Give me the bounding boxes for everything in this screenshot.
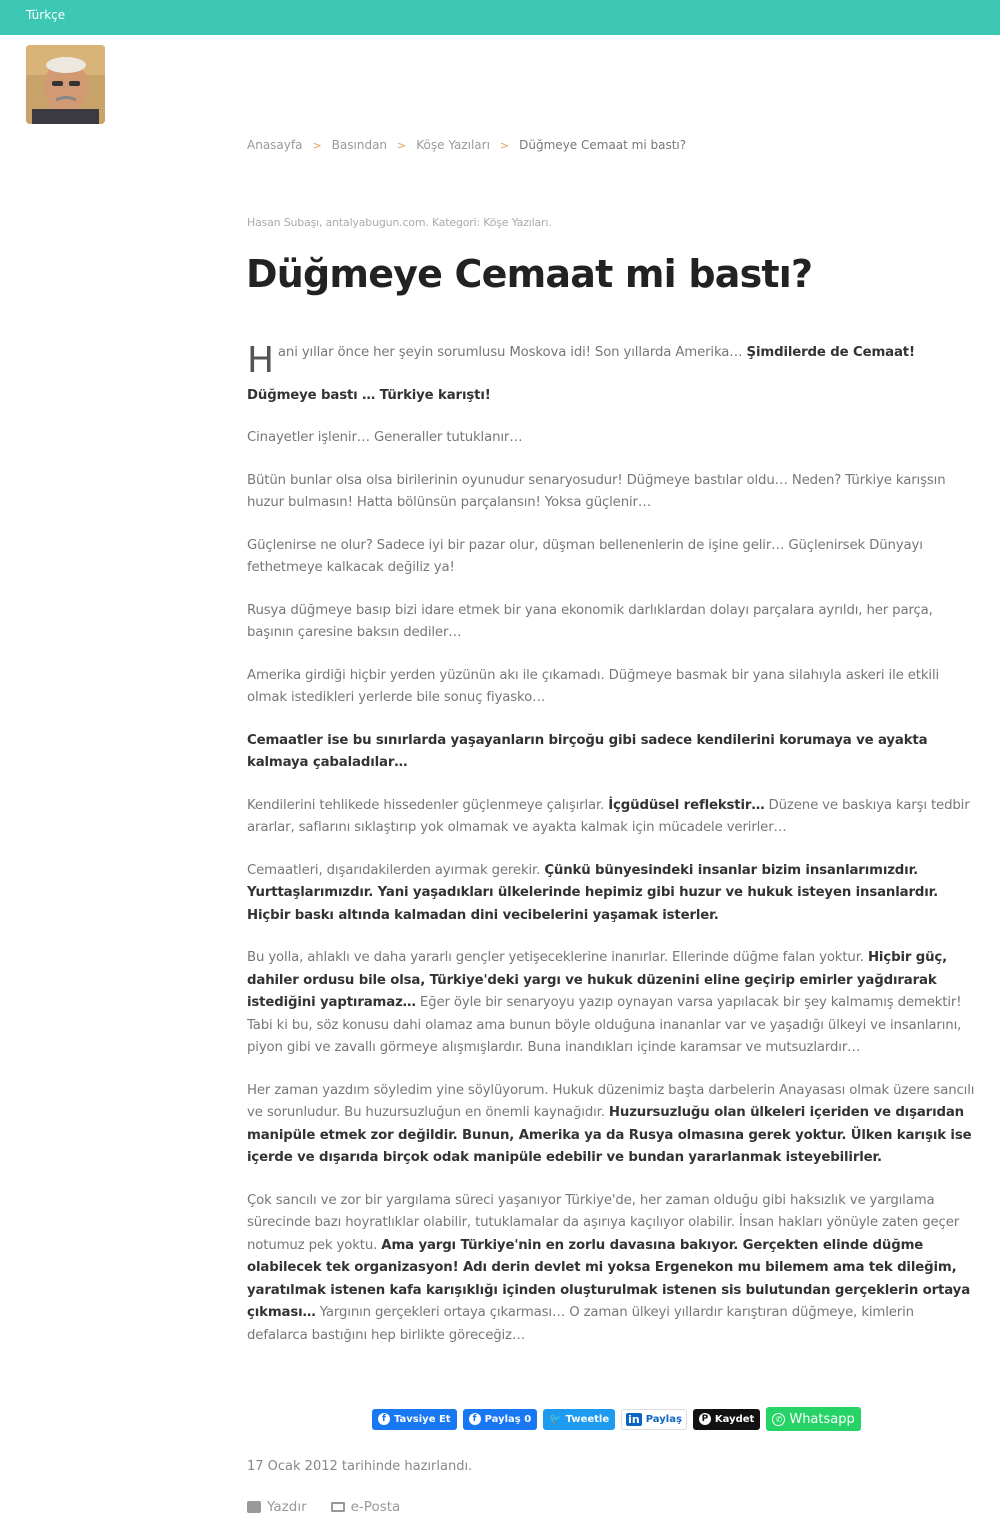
button-label: Tweetle bbox=[565, 1413, 610, 1425]
text: Bu yolla, ahlaklı ve daha yararlı gençler yetişeceklerine inanırlar. Ellerinde düğme falan yoktur. bbox=[247, 950, 868, 965]
breadcrumb-press[interactable]: Basından bbox=[331, 138, 388, 152]
paragraph bbox=[247, 795, 977, 840]
twitter-icon: 🐦 bbox=[549, 1413, 562, 1425]
article-body bbox=[247, 342, 977, 1367]
text: Her zaman yazdım söyledim yine söylüyorum. Hukuk düzenimiz başta darbelerin Anayasası olmak üzere sancılı ve sorunludur. Bu huzursuzluğun en önemli kaynağıdır. bbox=[247, 1082, 975, 1120]
paragraph bbox=[247, 947, 977, 1060]
top-bar bbox=[0, 0, 1000, 35]
paragraph bbox=[247, 385, 977, 408]
facebook-icon: f bbox=[469, 1413, 481, 1425]
button-label: Paylaş bbox=[645, 1413, 682, 1425]
print-link[interactable] bbox=[247, 1499, 307, 1515]
printer-icon bbox=[247, 1501, 261, 1513]
facebook-icon: f bbox=[378, 1413, 390, 1425]
page-title: Düğmeye Cemaat mi bastı? bbox=[246, 252, 813, 296]
button-label: Whatsapp bbox=[789, 1411, 855, 1427]
paragraph bbox=[247, 1190, 977, 1348]
pinterest-icon: P bbox=[699, 1413, 711, 1425]
facebook-share-button[interactable] bbox=[463, 1409, 538, 1430]
text: Kendilerini tehlikede hissedenler güçlenmeye çalışırlar. bbox=[247, 797, 609, 813]
dropcap: H bbox=[247, 340, 274, 381]
breadcrumb-columns[interactable]: Köşe Yazıları bbox=[416, 138, 490, 152]
whatsapp-share-button[interactable] bbox=[766, 1407, 860, 1431]
bold-text: Şimdilerde de Cemaat! bbox=[746, 345, 915, 360]
text: Eğer öyle bir senaryoyu yazıp oynayan varsa yapılacak bir şey kalmamış demektir! Tabi ki bu, söz konusu dahi olamaz ama bunun böyle olduğuna inananlar var ve yaşadığı ülkeyi ve insanlarını, piyon gibi ve zavallı görmeye alışmışlardır. Buna inandıkları içinde karamsar ve mutsuzlardır… bbox=[247, 995, 962, 1055]
bold-text: Hiçbir güç, dahiler ordusu bile olsa, Türkiye'deki yargı ve hukuk düzenini eline geçirip emirler yağdırarak istediğini yaptıramaz… bbox=[247, 950, 948, 1010]
author-portrait-image bbox=[26, 45, 105, 124]
link-label: Yazdır bbox=[267, 1499, 307, 1515]
language-selector[interactable]: Türkçe bbox=[26, 8, 66, 22]
bold-text: İçgüdüsel reflekstir… bbox=[608, 797, 765, 813]
paragraph bbox=[247, 860, 977, 928]
text: Çok sancılı ve zor bir yargılama süreci yaşanıyor Türkiye'de, her zaman olduğu gibi haksızlık ve yargılama sürecinde bazı hoyratlıklar olabilir, tutuklamalar da aşırıya kaçılıyor olabilir. İnsan hakları yönüyle zaten geçer notumuz pek yoktu. bbox=[247, 1192, 960, 1253]
bold-text: Ama yargı Türkiye'nin en zorlu davasına bakıyor. Gerçekten elinde düğme olabilecek tek organizasyon! Adı derin devlet mi yoksa Ergenekon mu bilemem ama tek dileğim, yaratılmak istenen kafa karışıklığı içinden oluşturulmak istenen sis bulutundan gerçeklerin ortaya çıkması… bbox=[247, 1237, 971, 1320]
breadcrumb-separator: > bbox=[312, 139, 322, 152]
text: ani yıllar önce her şeyin sorumlusu Moskova idi! Son yıllarda Amerika… bbox=[277, 345, 747, 360]
button-label: Tavsiye Et bbox=[394, 1413, 451, 1425]
breadcrumb-separator: > bbox=[397, 139, 407, 152]
paragraph: Rusya düğmeye basıp bizi idare etmek bir yana ekonomik darlıklardan dolayı parçalara ayrıldı, her parça, başının çaresine baksın dediler… bbox=[247, 602, 933, 640]
publish-date: 17 Ocak 2012 tarihinde hazırlandı. bbox=[247, 1459, 473, 1474]
paragraph: Güçlenirse ne olur? Sadece iyi bir pazar olur, düşman bellenenlerin de işine gelir… Güçlenirsek Dünyayı fethetmeye kalkacak değiliz ya! bbox=[247, 537, 923, 575]
facebook-recommend-button[interactable] bbox=[372, 1409, 457, 1430]
button-label: Kaydet bbox=[714, 1413, 755, 1425]
link-label: e-Posta bbox=[350, 1499, 401, 1515]
article-meta: Hasan Subaşı, antalyabugun.com. Kategori: Köşe Yazıları. bbox=[247, 216, 552, 229]
paragraph: Amerika girdiği hiçbir yerden yüzünün akı ile çıkamadı. Düğmeye basmak bir yana silahıyla askeri ile etkili olmak istedikleri yerlerde bile sonuç fiyasko… bbox=[247, 667, 940, 705]
breadcrumb-current: Düğmeye Cemaat mi bastı? bbox=[519, 138, 687, 152]
text: Cemaatleri, dışarıdakilerden ayırmak gerekir. bbox=[247, 862, 545, 878]
paragraph: Cinayetler işlenir… Generaller tutuklanır… bbox=[247, 430, 523, 445]
bold-text: Çünkü bünyesindeki insanlar bizim insanlarımızdır. Yurttaşlarımızdır. Yani yaşadıkları ülkelerinde hepimiz gibi huzur ve hukuk isteyen insanlardır. Hiçbir baskı altında kalmadan dini vecibelerini yaşamak isterler. bbox=[247, 862, 939, 923]
email-link[interactable] bbox=[331, 1499, 401, 1515]
pinterest-save-button[interactable] bbox=[693, 1409, 760, 1430]
button-label: Paylaş 0 bbox=[484, 1413, 532, 1425]
article-actions bbox=[247, 1499, 400, 1515]
tweet-button[interactable] bbox=[543, 1409, 615, 1430]
share-bar bbox=[372, 1408, 861, 1430]
paragraph bbox=[247, 340, 977, 381]
paragraph: Bütün bunlar olsa olsa birilerinin oyunudur senaryosudur! Düğmeye bastılar oldu… Neden? Türkiye karışsın huzur bulmasın! Hatta bölünsün parçalansın! Yoksa güçlenir… bbox=[247, 472, 946, 510]
breadcrumb bbox=[247, 138, 686, 152]
bold-text: Huzursuzluğu olan ülkeleri içeriden ve dışarıdan manipüle etmek zor değildir. Bunun, Amerika ya da Rusya olmasına gerek yoktur. Ülken karışık ise içerde ve dışarıda birçok odak manipüle edebilir ve bundan yararlanmak isteyebilirler. bbox=[247, 1105, 972, 1165]
bold-text: Cemaatler ise bu sınırlarda yaşayanların birçoğu gibi sadece kendilerini korumaya ve ayakta kalmaya çabaladılar… bbox=[247, 732, 928, 770]
text: Yargının gerçekleri ortaya çıkarması… O zaman ülkeyi yıllardır karıştıran düğmeye, kimlerin defalarca bastığını hep birlikte göreceğiz… bbox=[247, 1305, 914, 1343]
whatsapp-icon: ✆ bbox=[772, 1413, 785, 1426]
paragraph bbox=[247, 1080, 977, 1170]
bold-text: Düğmeye bastı … Türkiye karıştı! bbox=[247, 387, 491, 403]
breadcrumb-home[interactable]: Anasayfa bbox=[247, 138, 303, 152]
author-avatar[interactable] bbox=[26, 45, 105, 124]
paragraph bbox=[247, 730, 977, 775]
text: Düzene ve baskıya karşı tedbir ararlar, saflarını sıklaştırıp yok olmamak ve ayakta kalmak için mücadele verirler… bbox=[247, 797, 970, 835]
envelope-icon bbox=[331, 1502, 345, 1512]
linkedin-share-button[interactable] bbox=[621, 1409, 687, 1430]
breadcrumb-separator: > bbox=[499, 139, 510, 152]
linkedin-icon: in bbox=[628, 1412, 640, 1426]
